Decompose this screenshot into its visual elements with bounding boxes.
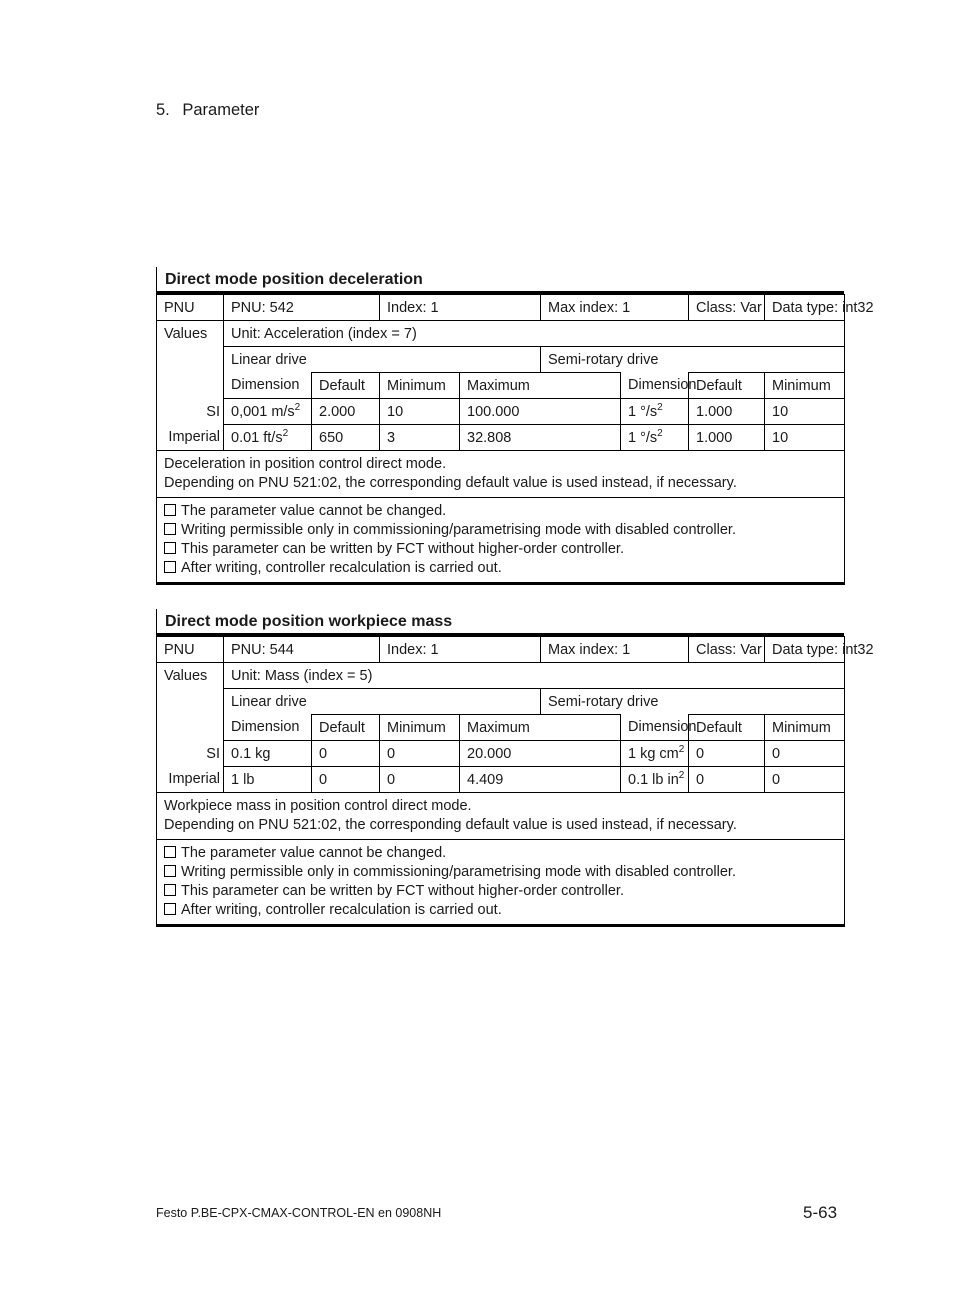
row-label: Imperial: [157, 767, 224, 793]
imperial-row: [157, 425, 845, 451]
column-header: Dimension: [621, 373, 689, 399]
column-header: Default: [689, 373, 765, 399]
column-header: Minimum: [765, 373, 845, 399]
linear-dimension: 0.01 $ft/s^2$: [224, 425, 312, 451]
check-item-label: This parameter can be written by FCT without higher-order controller.: [181, 541, 624, 557]
parameter-title: Direct mode position workpiece mass: [156, 609, 844, 636]
checks-row: [157, 498, 845, 584]
linear-minimum: 3: [380, 425, 460, 451]
spacer-cell: [157, 347, 224, 373]
pnu-label: PNU: [157, 637, 224, 663]
column-header: Default: [689, 715, 765, 741]
description-line: Deceleration in position control direct mode.: [164, 456, 447, 472]
rotary-minimum: 0: [765, 767, 845, 793]
linear-dimension: 1 lb: [224, 767, 312, 793]
description: [157, 793, 845, 840]
column-header: Minimum: [380, 715, 460, 741]
check-item-label: Writing permissible only in commissioning/parametrising mode with disabled controller.: [181, 864, 736, 880]
check-item: [164, 844, 844, 863]
column-header-row: [157, 715, 845, 741]
pnu-value: PNU: 542: [224, 295, 380, 321]
column-header: Maximum: [460, 373, 621, 399]
linear-drive-label: Linear drive: [224, 689, 541, 715]
data-type-value: Data type: int32: [765, 295, 845, 321]
index-value: Index: 1: [380, 637, 541, 663]
rotary-default: 1.000: [689, 399, 765, 425]
parameter-block: [156, 609, 874, 927]
column-header: Maximum: [460, 715, 621, 741]
checklist: [157, 840, 845, 926]
linear-dimension: 0,001 $m/s^2$: [224, 399, 312, 425]
values-label: Values: [157, 663, 224, 689]
row-label: SI: [157, 741, 224, 767]
check-item-label: Writing permissible only in commissioning/parametrising mode with disabled controller.: [181, 522, 736, 538]
check-item-label: The parameter value cannot be changed.: [181, 845, 447, 861]
imperial-row: [157, 767, 845, 793]
linear-minimum: 0: [380, 767, 460, 793]
linear-default: 0: [312, 767, 380, 793]
description-row: [157, 451, 845, 498]
rotary-dimension: 0.1 lb $in^2$: [621, 767, 689, 793]
parameter-block: [156, 267, 874, 585]
linear-default: 2.000: [312, 399, 380, 425]
linear-drive-label: Linear drive: [224, 347, 541, 373]
check-item-label: After writing, controller recalculation is carried out.: [181, 560, 502, 576]
linear-maximum: 32.808: [460, 425, 621, 451]
row-label: Imperial: [157, 425, 224, 451]
page-number: 5-63: [803, 1203, 838, 1222]
rotary-default: 0: [689, 767, 765, 793]
check-item: [164, 901, 844, 920]
data-type-value: Data type: int32: [765, 637, 845, 663]
checkbox-icon: [164, 561, 176, 573]
checkbox-icon: [164, 523, 176, 535]
row-label: SI: [157, 399, 224, 425]
check-item: [164, 521, 844, 540]
rotary-default: 1.000: [689, 425, 765, 451]
class-value: Class: Var: [689, 637, 765, 663]
linear-maximum: 100.000: [460, 399, 621, 425]
check-item-label: This parameter can be written by FCT without higher-order controller.: [181, 883, 624, 899]
rotary-minimum: 10: [765, 399, 845, 425]
description-row: [157, 793, 845, 840]
pnu-value: PNU: 544: [224, 637, 380, 663]
description-line: Workpiece mass in position control direct mode.: [164, 798, 472, 814]
check-item: [164, 863, 844, 882]
unit-row: [157, 321, 845, 347]
checklist: [157, 498, 845, 584]
check-item: [164, 559, 844, 578]
rotary-minimum: 0: [765, 741, 845, 767]
unit-row: [157, 663, 845, 689]
max-index-value: Max index: 1: [541, 295, 689, 321]
rotary-default: 0: [689, 741, 765, 767]
pnu-row: [157, 637, 845, 663]
checkbox-icon: [164, 865, 176, 877]
spacer-cell: [157, 689, 224, 715]
chapter-heading: [156, 101, 259, 120]
footer-text: Festo P.BE-CPX-CMAX-CONTROL-EN en 0908NH: [156, 1206, 442, 1220]
drive-type-row: [157, 347, 845, 373]
unit-value: Unit: Mass (index = 5): [224, 663, 845, 689]
column-header: Minimum: [765, 715, 845, 741]
description-line: Depending on PNU 521:02, the corresponding default value is used instead, if necessary.: [164, 817, 737, 833]
parameter-table: [156, 636, 874, 927]
checkbox-icon: [164, 846, 176, 858]
linear-default: 650: [312, 425, 380, 451]
semi-rotary-drive-label: Semi-rotary drive: [541, 347, 845, 373]
check-item: [164, 882, 844, 901]
linear-default: 0: [312, 741, 380, 767]
column-header: Dimension: [224, 715, 312, 741]
check-item: [164, 540, 844, 559]
linear-maximum: 20.000: [460, 741, 621, 767]
chapter-number: 5.: [156, 101, 170, 119]
drive-type-row: [157, 689, 845, 715]
column-header: Minimum: [380, 373, 460, 399]
checkbox-icon: [164, 542, 176, 554]
rotary-dimension: 1 $^\circ/s^2$: [621, 399, 689, 425]
column-header: Default: [312, 373, 380, 399]
parameter-title: Direct mode position deceleration: [156, 267, 844, 294]
checkbox-icon: [164, 884, 176, 896]
linear-minimum: 0: [380, 741, 460, 767]
chapter-title: Parameter: [182, 101, 260, 119]
rotary-dimension: 1 kg $cm^2$: [621, 741, 689, 767]
linear-maximum: 4.409: [460, 767, 621, 793]
checkbox-icon: [164, 504, 176, 516]
spacer-cell: [157, 715, 224, 741]
checkbox-icon: [164, 903, 176, 915]
semi-rotary-drive-label: Semi-rotary drive: [541, 689, 845, 715]
linear-dimension: 0.1 kg: [224, 741, 312, 767]
checks-row: [157, 840, 845, 926]
check-item-label: The parameter value cannot be changed.: [181, 503, 447, 519]
class-value: Class: Var: [689, 295, 765, 321]
pnu-row: [157, 295, 845, 321]
rotary-dimension: 1 $^\circ/s^2$: [621, 425, 689, 451]
column-header: Default: [312, 715, 380, 741]
column-header: Dimension: [224, 373, 312, 399]
unit-value: Unit: Acceleration (index = 7): [224, 321, 845, 347]
rotary-minimum: 10: [765, 425, 845, 451]
check-item-label: After writing, controller recalculation is carried out.: [181, 902, 502, 918]
column-header: Dimension: [621, 715, 689, 741]
index-value: Index: 1: [380, 295, 541, 321]
check-item: [164, 502, 844, 521]
spacer-cell: [157, 373, 224, 399]
parameter-table: [156, 294, 874, 585]
column-header-row: [157, 373, 845, 399]
linear-minimum: 10: [380, 399, 460, 425]
si-row: [157, 399, 845, 425]
pnu-label: PNU: [157, 295, 224, 321]
description: [157, 451, 845, 498]
max-index-value: Max index: 1: [541, 637, 689, 663]
description-line: Depending on PNU 521:02, the corresponding default value is used instead, if necessary.: [164, 475, 737, 491]
si-row: [157, 741, 845, 767]
values-label: Values: [157, 321, 224, 347]
